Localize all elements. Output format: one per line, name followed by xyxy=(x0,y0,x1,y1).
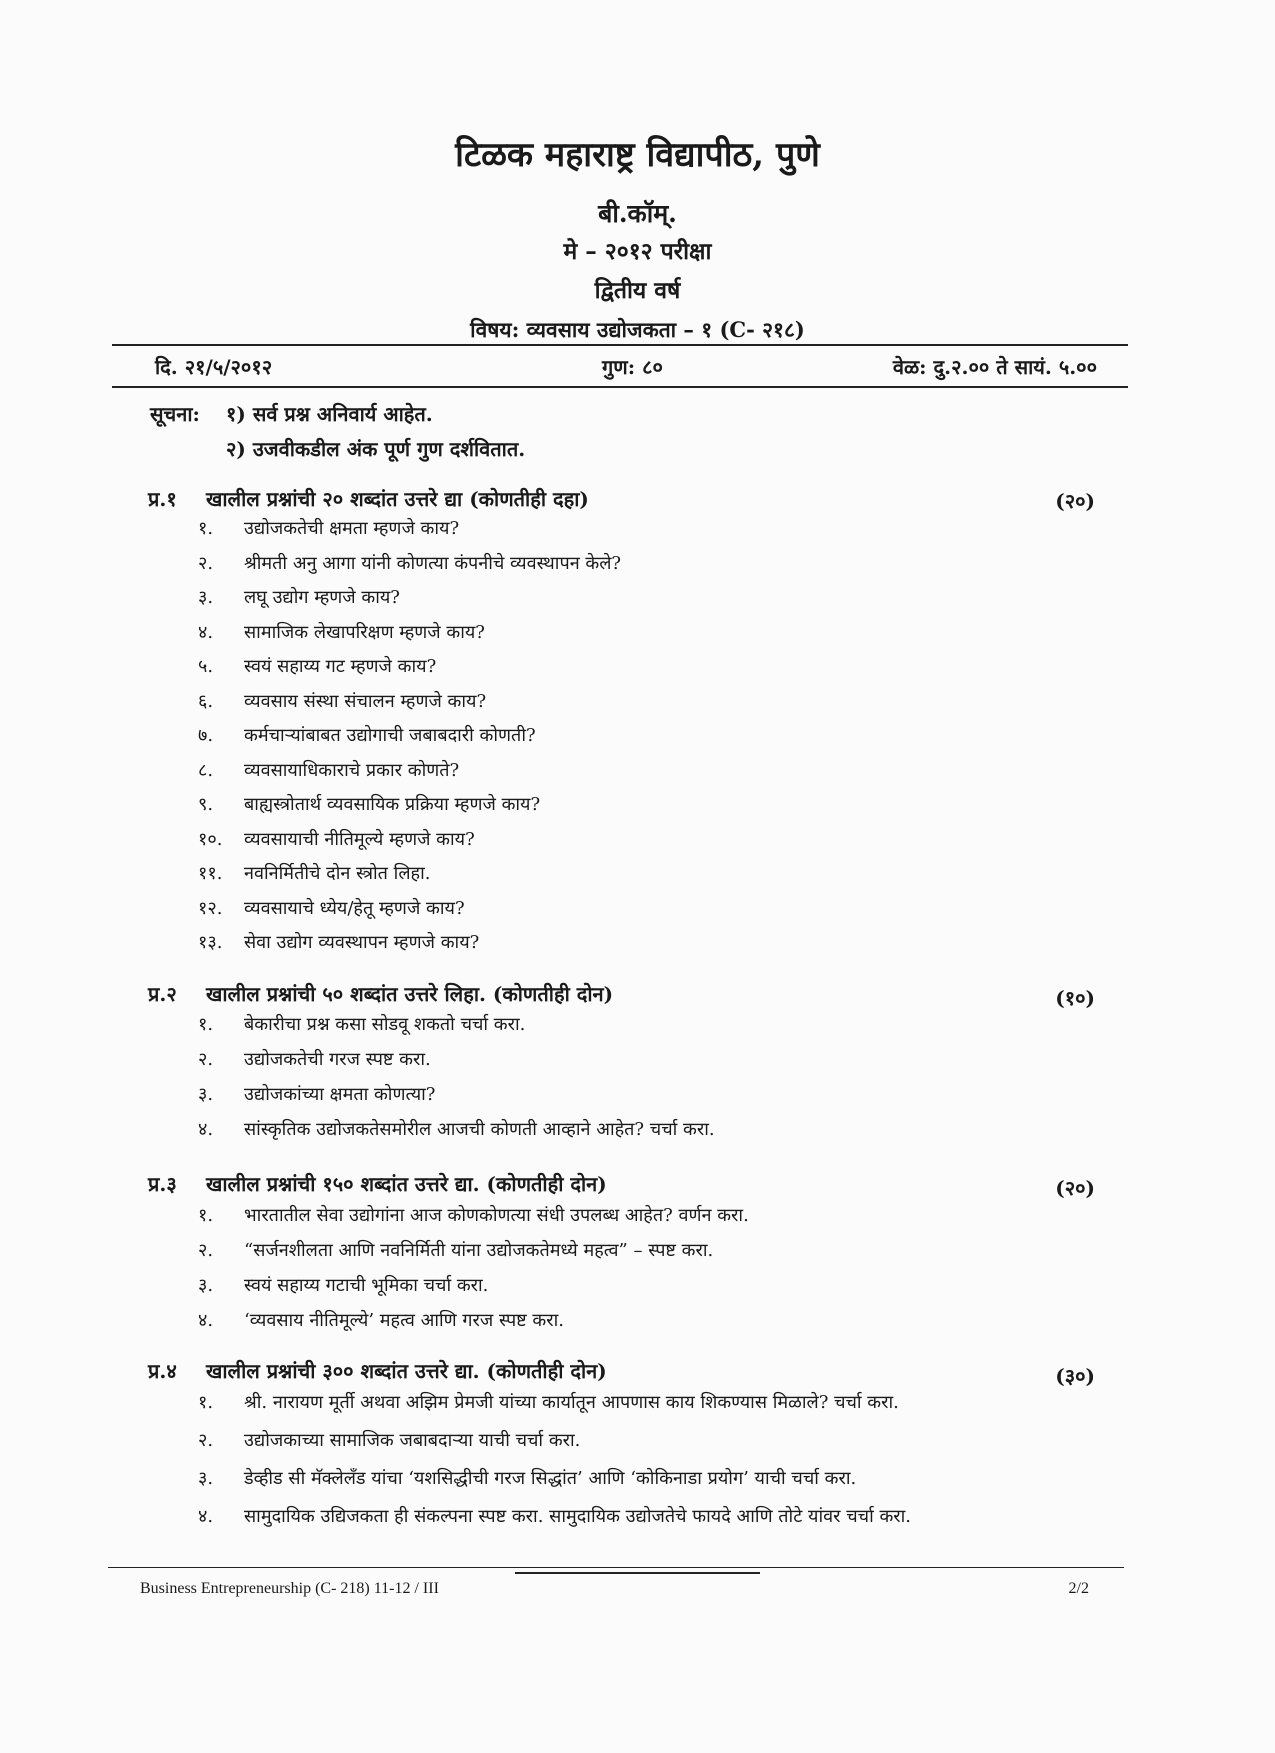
end-rule xyxy=(515,1572,760,1574)
list-item: ८. व्यवसायाधिकाराचे प्रकार कोणते? xyxy=(198,759,460,781)
list-item: ४. ‘व्यवसाय नीतिमूल्ये’ महत्व आणि गरज स्पष्ट करा. xyxy=(198,1310,564,1331)
question-title: खालील प्रश्नांची १५० शब्दांत उत्तरे द्या. (कोणतीही दोन) xyxy=(206,1172,607,1196)
list-item: १०. व्यवसायाची नीतिमूल्ये म्हणजे काय? xyxy=(198,828,475,850)
list-item: ४. सामुदायिक उद्यिजकता ही संकल्पना स्पष्ट करा. सामुदायिक उद्योजतेचे फायदे आणि तोटे यांवर चर्चा करा. xyxy=(198,1506,912,1527)
question-marks: (२०) xyxy=(1055,489,1095,513)
question-marks: (२०) xyxy=(1055,1176,1095,1200)
question-marks: (३०) xyxy=(1055,1364,1095,1388)
list-item: १२. व्यवसायाचे ध्येय/हेतू म्हणजे काय? xyxy=(198,897,465,919)
list-item: ३. डेव्हीड सी मॅक्लेलँड यांचा ‘यशसिद्धीची गरज सिद्धांत’ आणि ‘कोकिनाडा प्रयोग’ याची चर्चा करा. xyxy=(198,1468,857,1489)
list-item: ७. कर्मचाऱ्यांबाबत उद्योगाची जबाबदारी कोणती? xyxy=(198,725,536,746)
question-title: खालील प्रश्नांची २० शब्दांत उत्तरे द्या (कोणतीही दहा) xyxy=(206,487,589,511)
question-number: प्र.४ xyxy=(148,1359,177,1383)
question-number: प्र.३ xyxy=(148,1172,177,1196)
header-rule-bottom xyxy=(112,386,1128,388)
subject-line: विषय: व्यवसाय उद्योजकता – १ (C- २१८) xyxy=(470,317,805,342)
year-label: द्वितीय वर्ष xyxy=(594,277,681,304)
question-marks: (१०) xyxy=(1055,986,1095,1010)
university-title: टिळक महाराष्ट्र विद्यापीठ, पुणे xyxy=(455,135,820,175)
question-title: खालील प्रश्नांची ५० शब्दांत उत्तरे लिहा. (कोणतीही दोन) xyxy=(206,982,614,1006)
list-item: ५. स्वयं सहाय्य गट म्हणजे काय? xyxy=(198,656,437,677)
question-title: खालील प्रश्नांची ३०० शब्दांत उत्तरे द्या. (कोणतीही दोन) xyxy=(206,1359,607,1383)
list-item: २. “सर्जनशीलता आणि नवनिर्मिती यांना उद्योजकतेमध्ये महत्व” – स्पष्ट करा. xyxy=(198,1240,714,1261)
list-item: १. उद्योजकतेची क्षमता म्हणजे काय? xyxy=(198,518,460,539)
list-item: ९. बाह्यस्त्रोतार्थ व्यवसायिक प्रक्रिया म्हणजे काय? xyxy=(198,794,541,815)
exam-time: वेळ: दु.२.०० ते सायं. ५.०० xyxy=(892,355,1097,379)
header-rule-top xyxy=(112,344,1128,346)
list-item: ६. व्यवसाय संस्था संचालन म्हणजे काय? xyxy=(198,690,487,712)
list-item: २. उद्योजकाच्या सामाजिक जबाबदाऱ्या याची चर्चा करा. xyxy=(198,1430,581,1451)
instructions-label: सूचना: xyxy=(150,402,200,426)
list-item: ३. उद्योजकांच्या क्षमता कोणत्या? xyxy=(198,1084,436,1105)
list-item: ४. सामाजिक लेखापरिक्षण म्हणजे काय? xyxy=(198,621,485,643)
question-items xyxy=(198,512,621,961)
footer-rule xyxy=(108,1567,1124,1568)
course-name: बी.कॉम्. xyxy=(598,199,677,228)
question-items xyxy=(198,1384,911,1536)
question-heading xyxy=(148,1357,607,1384)
list-item: १. श्री. नारायण मूर्ती अथवा अझिम प्रेमजी यांच्या कार्यातून आपणास काय शिकण्यास मिळाले? चर्चा करा. xyxy=(198,1392,899,1413)
question-heading xyxy=(148,980,613,1007)
list-item: २. श्रीमती अनु आगा यांनी कोणत्या कंपनीचे व्यवस्थापन केले? xyxy=(198,552,622,574)
list-item: ३. स्वयं सहाय्य गटाची भूमिका चर्चा करा. xyxy=(198,1275,489,1296)
question-items xyxy=(198,1007,715,1147)
question-heading xyxy=(148,485,589,512)
instruction-line: २) उजवीकडील अंक पूर्ण गुण दर्शवितात. xyxy=(226,437,526,461)
list-item: ४. सांस्कृतिक उद्योजकतेसमोरील आजची कोणती आव्हाने आहेत? चर्चा करा. xyxy=(198,1119,715,1140)
exam-session: मे – २०१२ परीक्षा xyxy=(563,238,712,265)
question-items xyxy=(198,1198,749,1338)
list-item: १. भारतातील सेवा उद्योगांना आज कोणकोणत्या संधी उपलब्ध आहेत? वर्णन करा. xyxy=(198,1205,749,1226)
question-heading xyxy=(148,1170,607,1197)
footer-course-code: Business Entrepreneurship (C- 218) 11-12 / III xyxy=(140,1580,439,1597)
instruction-line: १) सर्व प्रश्न अनिवार्य आहेत. xyxy=(226,402,433,426)
list-item: ३. लघू उद्योग म्हणजे काय? xyxy=(198,587,400,608)
page-number: 2/2 xyxy=(1068,1580,1089,1597)
total-marks: गुण: ८० xyxy=(602,355,663,379)
question-number: प्र.२ xyxy=(148,982,177,1006)
list-item: २. उद्योजकतेची गरज स्पष्ट करा. xyxy=(198,1049,431,1070)
exam-date: दि. २१/५/२०१२ xyxy=(155,355,273,379)
list-item: ११. नवनिर्मितीचे दोन स्त्रोत लिहा. xyxy=(198,863,431,884)
list-item: १३. सेवा उद्योग व्यवस्थापन म्हणजे काय? xyxy=(198,932,480,953)
list-item: १. बेकारीचा प्रश्न कसा सोडवू शकतो चर्चा करा. xyxy=(198,1014,526,1035)
question-number: प्र.१ xyxy=(148,487,177,511)
